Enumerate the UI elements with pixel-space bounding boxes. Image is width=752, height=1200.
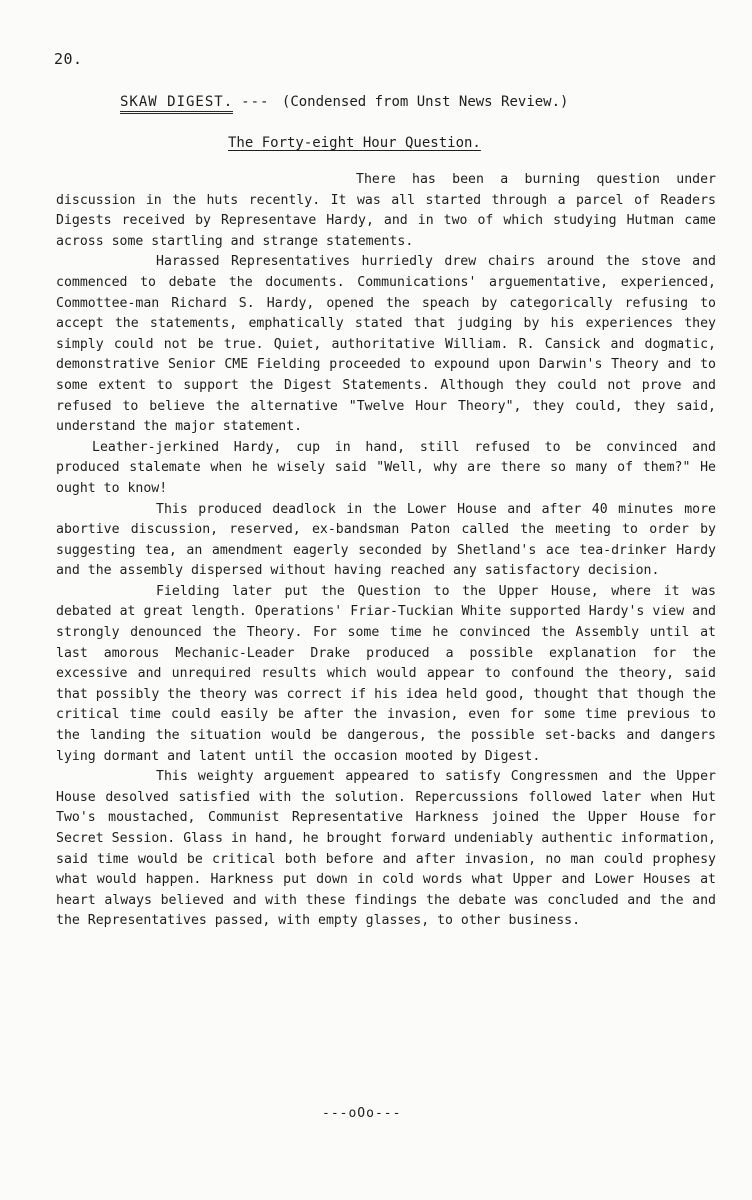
page-number: 20. xyxy=(54,50,83,68)
article-body xyxy=(56,170,716,932)
paragraph: Fielding later put the Question to the Upper House, where it was debated at great length. Operations' Friar-Tuckian White supported Hardy's view and strongly denounced the Theory. For some time he convinced the Assembly until at last amorous Mechanic-Leader Drake produced a possible explanation for the excessive and unrequired results which would appear to confound the theory, said that possibly the theory was correct if his idea held good, thought that though the critical time could easily be after the invasion, even for some time previous to the landing the situation would be dangerous, the possible set-backs and dangers lying dormant and latent until the occasion mooted by Digest. xyxy=(56,583,716,764)
article-heading xyxy=(120,94,568,110)
paragraph: This produced deadlock in the Lower House and after 40 minutes more abortive discussion, reserved, ex-bandsman Paton called the meeting to order by suggesting tea, an amendment eagerly seconded by Shetland's ace tea-drinker Hardy and the assembly dispersed without having reached any satisfactory decision. xyxy=(56,501,716,579)
paragraph: Harassed Representatives hurriedly drew chairs around the stove and commenced to debate the documents. Communications' arguementative, experienced, Commottee-man Richard S. Hardy, opened the speach by categorically refusing to accept the statements, emphatically stated that judging by his experiences they simply could not be true. Quiet, authoritative William. R. Cansick and dogmatic, demonstrative Senior CME Fielding proceeded to expound upon Darwin's Theory and to some extent to support the Digest Statements. Although they could not prove and refused to believe the alternative "Twelve Hour Theory", they could, they said, understand the major statement. xyxy=(56,254,716,435)
paragraph: Leather-jerkined Hardy, cup in hand, still refused to be convinced and produced stalemate when he wisely said "Well, why are there so many of them?" He ought to know! xyxy=(56,439,716,496)
article-source: (Condensed from Unst News Review.) xyxy=(281,94,569,110)
paragraph: There has been a burning question under discussion in the huts recently. It was all started through a parcel of Readers Digests received by Representave Hardy, and in two of which studying Hutman came across some startling and strange statements. xyxy=(56,172,716,249)
heading-dashes: --- xyxy=(241,94,270,110)
paragraph: This weighty arguement appeared to satisfy Congressmen and the Upper House desolved satisfied with the solution. Repercussions followed later when Hut Two's moustached, Communist Representative Harkness joined the Upper House for Secret Session. Glass in hand, he brought forward undeniably authentic information, said time would be critical both before and after invasion, no man could prophesy what would happen. Harkness put down in cold words what Upper and Lower Houses at heart always believed and with these findings the debate was concluded and the and the Representatives passed, with empty glasses, to other business. xyxy=(56,769,716,929)
closing-mark: ---oOo--- xyxy=(322,1106,402,1121)
article-title: SKAW DIGEST. xyxy=(120,94,233,114)
article-subtitle: The Forty-eight Hour Question. xyxy=(228,135,481,151)
